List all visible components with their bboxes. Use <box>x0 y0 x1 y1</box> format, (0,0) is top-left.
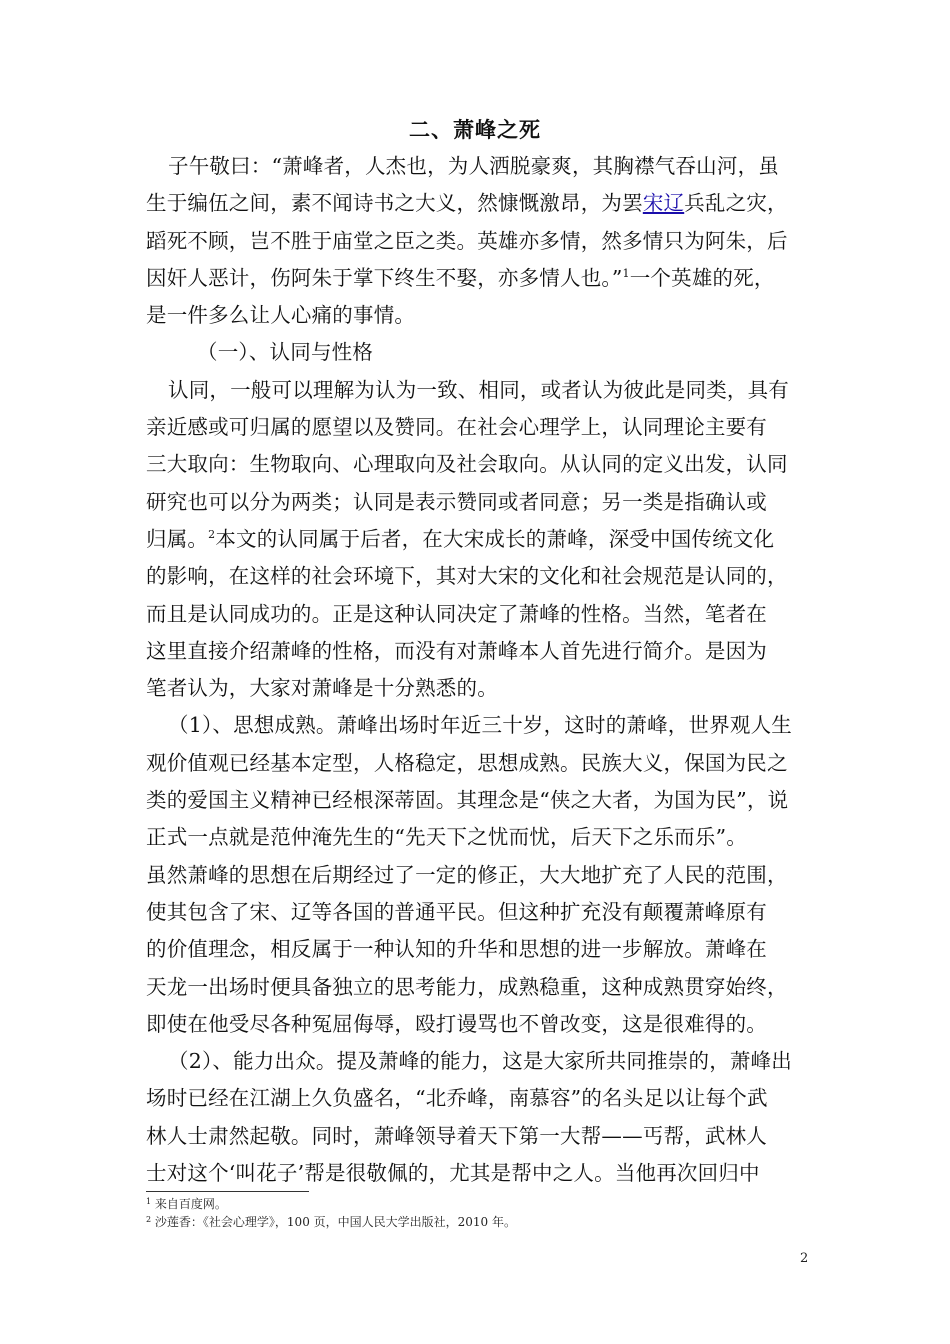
footnote-number: 2 <box>146 1215 152 1224</box>
paragraph-3-line-3: 类的爱国主义精神已经根深蒂固。其理念是“侠之大者，为国为民”，说 <box>146 788 789 813</box>
subsection-heading: （一）、认同与性格 <box>197 340 374 365</box>
paragraph-4-line-1: （2）、能力出众。提及萧峰的能力，这是大家所共同推崇的，萧峰出 <box>168 1049 792 1074</box>
footnote-ref-2[interactable]: 2 <box>208 527 216 541</box>
paragraph-2-line-9: 笔者认为，大家对萧峰是十分熟悉的。 <box>146 676 498 701</box>
paragraph-1-line-2 <box>146 185 814 222</box>
paragraph-2-line-6: 的影响，在这样的社会环境下，其对大宋的文化和社会规范是认同的， <box>146 564 788 589</box>
paragraph-4-line-2: 场时已经在江湖上久负盛名，“北乔峰，南慕容”的名头足以让每个武 <box>146 1086 768 1111</box>
text-run: 因奸人恶计，伤阿朱于掌下终生不娶，亦多情人也。” <box>146 265 623 290</box>
text-run: 归属。 <box>146 526 209 551</box>
paragraph-3-line-8: 天龙一出场时便具备独立的思考能力，成熟稳重，这种成熟贯穿始终， <box>146 974 788 999</box>
paragraph-4-line-4: 士对这个‘叫花子’帮是很敬佩的，尤其是帮中之人。当他再次回归中 <box>146 1161 760 1186</box>
paragraph-2-line-1: 认同，一般可以理解为认为一致、相同，或者认为彼此是同类，具有 <box>168 377 789 402</box>
paragraph-2-line-8: 这里直接介绍萧峰的性格，而没有对萧峰本人首先进行简介。是因为 <box>146 638 767 663</box>
text-run: 一个英雄的死， <box>629 265 775 290</box>
paragraph-3-line-2: 观价值观已经基本定型，人格稳定，思想成熟。民族大义，保国为民之 <box>146 750 788 775</box>
paragraph-3-line-9: 即使在他受尽各种冤屈侮辱，殴打谩骂也不曾改变，这是很难得的。 <box>146 1011 767 1036</box>
paragraph-1-line-5: 是一件多么让人心痛的事情。 <box>146 303 416 328</box>
paragraph-3-line-1: （1）、思想成熟。萧峰出场时年近三十岁，这时的萧峰，世界观人生 <box>168 713 792 738</box>
footnote-separator <box>146 1191 309 1192</box>
paragraph-2-line-4: 研究也可以分为两类；认同是表示赞同或者同意；另一类是指确认或 <box>146 489 767 514</box>
footnote-text: 沙莲香：《社会心理学》，100 页，中国人民大学出版社，2010 年。 <box>154 1215 516 1229</box>
song-liao-link[interactable]: 宋辽 <box>642 191 685 216</box>
footnote-1 <box>146 1195 846 1213</box>
paragraph-2-line-7: 而且是认同成功的。正是这种认同决定了萧峰的性格。当然，笔者在 <box>146 601 767 626</box>
paragraph-1-line-1: 子午敬曰：“萧峰者，人杰也，为人洒脱豪爽，其胸襟气吞山河，虽 <box>168 154 779 178</box>
body-text <box>146 148 814 1192</box>
paragraph-2-line-5 <box>146 521 814 558</box>
text-run: 生于编伍之间，素不闻诗书之大义，然慷慨激昂，为罢 <box>146 191 643 216</box>
footnote-number: 1 <box>146 1197 152 1206</box>
text-run: 兵乱之灾， <box>684 191 788 216</box>
footnote-ref-1[interactable]: 1 <box>622 266 630 280</box>
paragraph-3-line-7: 的价值理念，相反属于一种认知的升华和思想的进一步解放。萧峰在 <box>146 937 767 962</box>
text-run: 本文的认同属于后者，在大宋成长的萧峰，深受中国传统文化 <box>215 526 775 551</box>
paragraph-2-line-3: 三大取向：生物取向、心理取向及社会取向。从认同的定义出发，认同 <box>146 452 788 477</box>
footnotes <box>146 1195 846 1231</box>
section-heading: 二、萧峰之死 <box>409 117 541 142</box>
paragraph-3-line-5: 虽然萧峰的思想在后期经过了一定的修正，大大地扩充了人民的范围， <box>146 862 788 887</box>
paragraph-1-line-4 <box>146 260 814 297</box>
page-number: 2 <box>800 1251 809 1266</box>
paragraph-1-line-3: 蹈死不顾，岂不胜于庙堂之臣之类。英雄亦多情，然多情只为阿朱，后 <box>146 228 788 253</box>
footnote-text: 来自百度网。 <box>154 1197 227 1211</box>
paragraph-2-line-2: 亲近感或可归属的愿望以及赞同。在社会心理学上，认同理论主要有 <box>146 415 767 440</box>
paragraph-4-line-3: 林人士肃然起敬。同时，萧峰领导着天下第一大帮——丐帮，武林人 <box>146 1123 767 1148</box>
paragraph-3-line-4: 正式一点就是范仲淹先生的“先天下之忧而忧，后天下之乐而乐”。 <box>146 825 747 850</box>
footnote-2 <box>146 1213 846 1231</box>
paragraph-3-line-6: 使其包含了宋、辽等各国的普通平民。但这种扩充没有颠覆萧峰原有 <box>146 899 767 924</box>
